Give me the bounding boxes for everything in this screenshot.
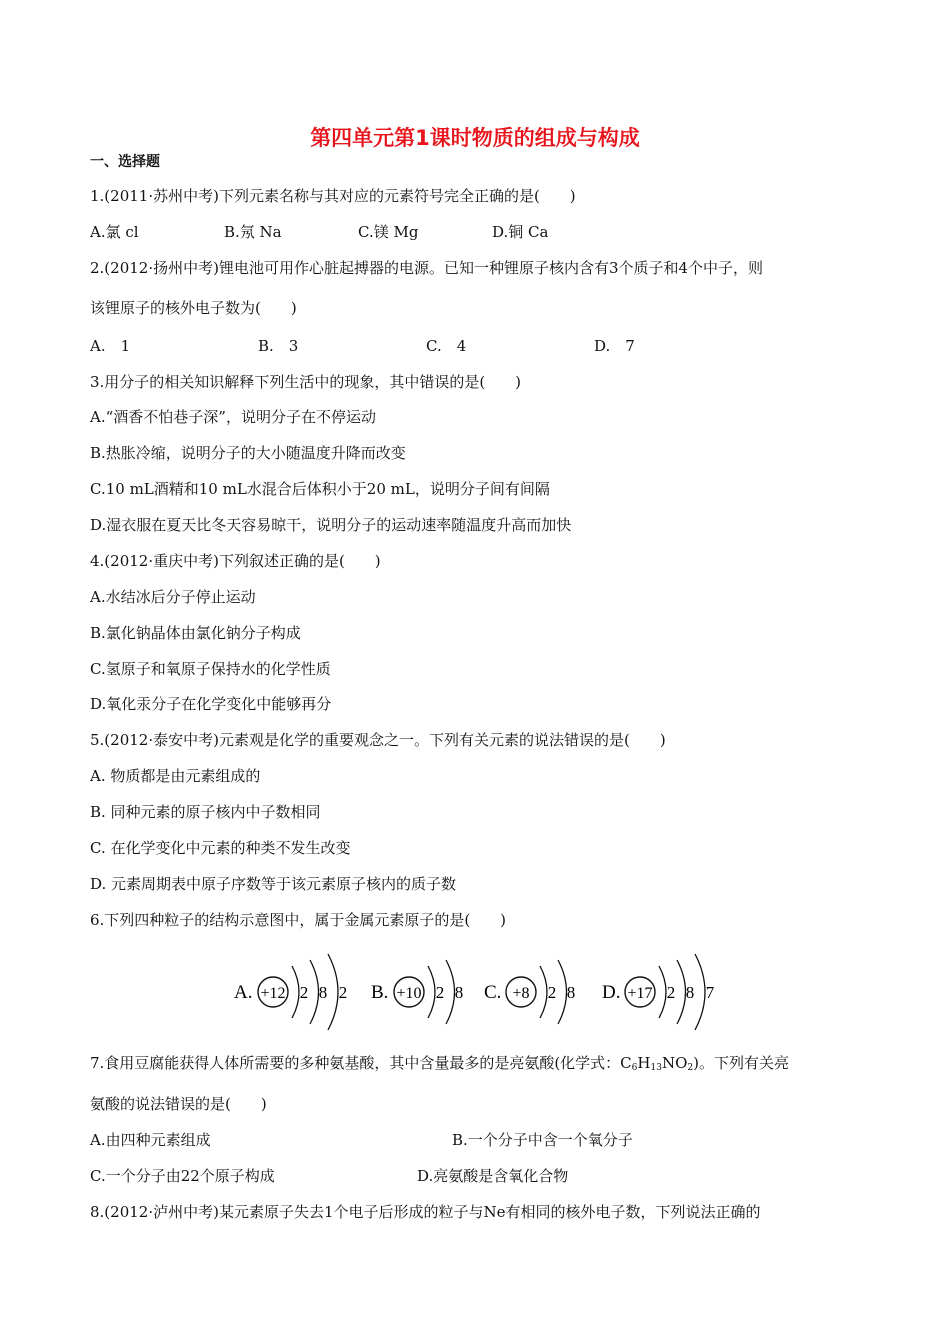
question-7-stem-post: )。下列有关亮	[693, 1054, 789, 1072]
question-4-option-d: D.氧化汞分子在化学变化中能够再分	[90, 695, 332, 713]
question-3-option-b: B.热胀冷缩，说明分子的大小随温度升降而改变	[90, 444, 406, 462]
atom-a-shell-2: 8	[318, 983, 328, 1002]
formula-h: H	[637, 1054, 651, 1072]
question-3-option-d: D.湿衣服在夏天比冬天容易晾干，说明分子的运动速率随温度升高而加快	[90, 516, 572, 534]
atom-a-shell-3: 2	[338, 983, 348, 1002]
formula-no: NO	[661, 1054, 688, 1072]
question-7-stem-pre: 7.食用豆腐能获得人体所需要的多种氨基酸，其中含量最多的是亮氨酸(化学式：C	[90, 1054, 632, 1072]
question-1-option-b: B.氖 Na	[224, 223, 282, 241]
section-heading: 一、选择题	[90, 154, 160, 170]
atom-d-nucleus: +17	[627, 985, 653, 1002]
atom-diagram-c	[484, 960, 575, 1024]
question-5-option-d: D. 元素周期表中原子序数等于该元素原子核内的质子数	[90, 875, 457, 893]
question-2-option-c: C. 4	[426, 337, 467, 355]
question-7-option-b: B.一个分子中含一个氧分子	[452, 1131, 633, 1149]
question-3-stem: 3.用分子的相关知识解释下列生活中的现象，其中错误的是( )	[90, 373, 522, 391]
question-3-option-c: C.10 mL酒精和10 mL水混合后体积小于20 mL，说明分子间有间隔	[90, 480, 550, 498]
question-4-stem: 4.(2012·重庆中考)下列叙述正确的是( )	[90, 552, 381, 570]
atom-c-nucleus: +8	[512, 985, 530, 1002]
question-8-stem: 8.(2012·泸州中考)某元素原子失去1个电子后形成的粒子与Ne有相同的核外电子数，下列说法正确的	[90, 1203, 761, 1221]
question-2-option-b: B. 3	[258, 337, 299, 355]
atomic-structure-diagrams	[230, 950, 730, 1030]
question-2-stem-line-1: 2.(2012·扬州中考)锂电池可用作心脏起搏器的电源。已知一种锂原子核内含有3个质子和4个中子，则	[90, 259, 764, 277]
atom-c-shell-2: 8	[566, 983, 576, 1002]
question-4-option-b: B.氯化钠晶体由氯化钠分子构成	[90, 624, 301, 642]
atom-d-shell-1: 2	[666, 983, 676, 1002]
atom-d-shell-3: 7	[705, 983, 715, 1002]
atom-diagram-a	[234, 954, 347, 1030]
atom-d-label: D.	[602, 982, 621, 1003]
atom-b-nucleus: +10	[396, 985, 422, 1002]
question-1-stem: 1.(2011·苏州中考)下列元素名称与其对应的元素符号完全正确的是( )	[90, 187, 576, 205]
formula-sub-c: 6	[631, 1063, 638, 1073]
question-4-option-a: A.水结冰后分子停止运动	[90, 588, 256, 606]
page-title: 第四单元第1课时物质的组成与构成	[310, 126, 640, 150]
atom-b-shell-1: 2	[435, 983, 445, 1002]
atom-diagram-d	[602, 954, 715, 1030]
question-7-option-c: C.一个分子由22个原子构成	[90, 1167, 275, 1185]
question-1-option-c: C.镁 Mg	[358, 223, 419, 241]
question-7-stem-line-2: 氨酸的说法错误的是( )	[90, 1095, 267, 1113]
question-7-option-a: A.由四种元素组成	[90, 1131, 211, 1149]
question-5-option-c: C. 在化学变化中元素的种类不发生改变	[90, 839, 351, 857]
question-2-stem-line-2: 该锂原子的核外电子数为( )	[90, 299, 297, 317]
atom-a-shell-1: 2	[299, 983, 309, 1002]
question-6-stem: 6.下列四种粒子的结构示意图中，属于金属元素原子的是( )	[90, 911, 507, 929]
question-7-option-d: D.亮氨酸是含氧化合物	[417, 1167, 569, 1185]
atom-diagram-b	[371, 960, 463, 1024]
atom-b-label: B.	[371, 982, 389, 1003]
atom-c-shell-1: 2	[547, 983, 557, 1002]
question-4-option-c: C.氢原子和氧原子保持水的化学性质	[90, 660, 331, 678]
atom-c-label: C.	[484, 982, 502, 1003]
question-7-stem-line-1	[90, 1053, 789, 1078]
question-3-option-a: A.“酒香不怕巷子深”，说明分子在不停运动	[90, 408, 376, 426]
formula-sub-o: 2	[687, 1063, 694, 1073]
question-2-option-d: D. 7	[594, 337, 635, 355]
atom-b-shell-2: 8	[454, 983, 464, 1002]
question-2-option-a: A. 1	[90, 337, 131, 355]
question-1-option-a: A.氯 cl	[90, 223, 139, 241]
question-5-option-a: A. 物质都是由元素组成的	[90, 767, 261, 785]
atom-a-label: A.	[234, 982, 253, 1003]
question-1-option-d: D.铜 Ca	[492, 223, 549, 241]
formula-sub-h: 13	[650, 1063, 662, 1073]
question-5-stem: 5.(2012·泰安中考)元素观是化学的重要观念之一。下列有关元素的说法错误的是( )	[90, 731, 666, 749]
question-5-option-b: B. 同种元素的原子核内中子数相同	[90, 803, 321, 821]
atom-a-nucleus: +12	[260, 985, 286, 1002]
atom-d-shell-2: 8	[685, 983, 695, 1002]
